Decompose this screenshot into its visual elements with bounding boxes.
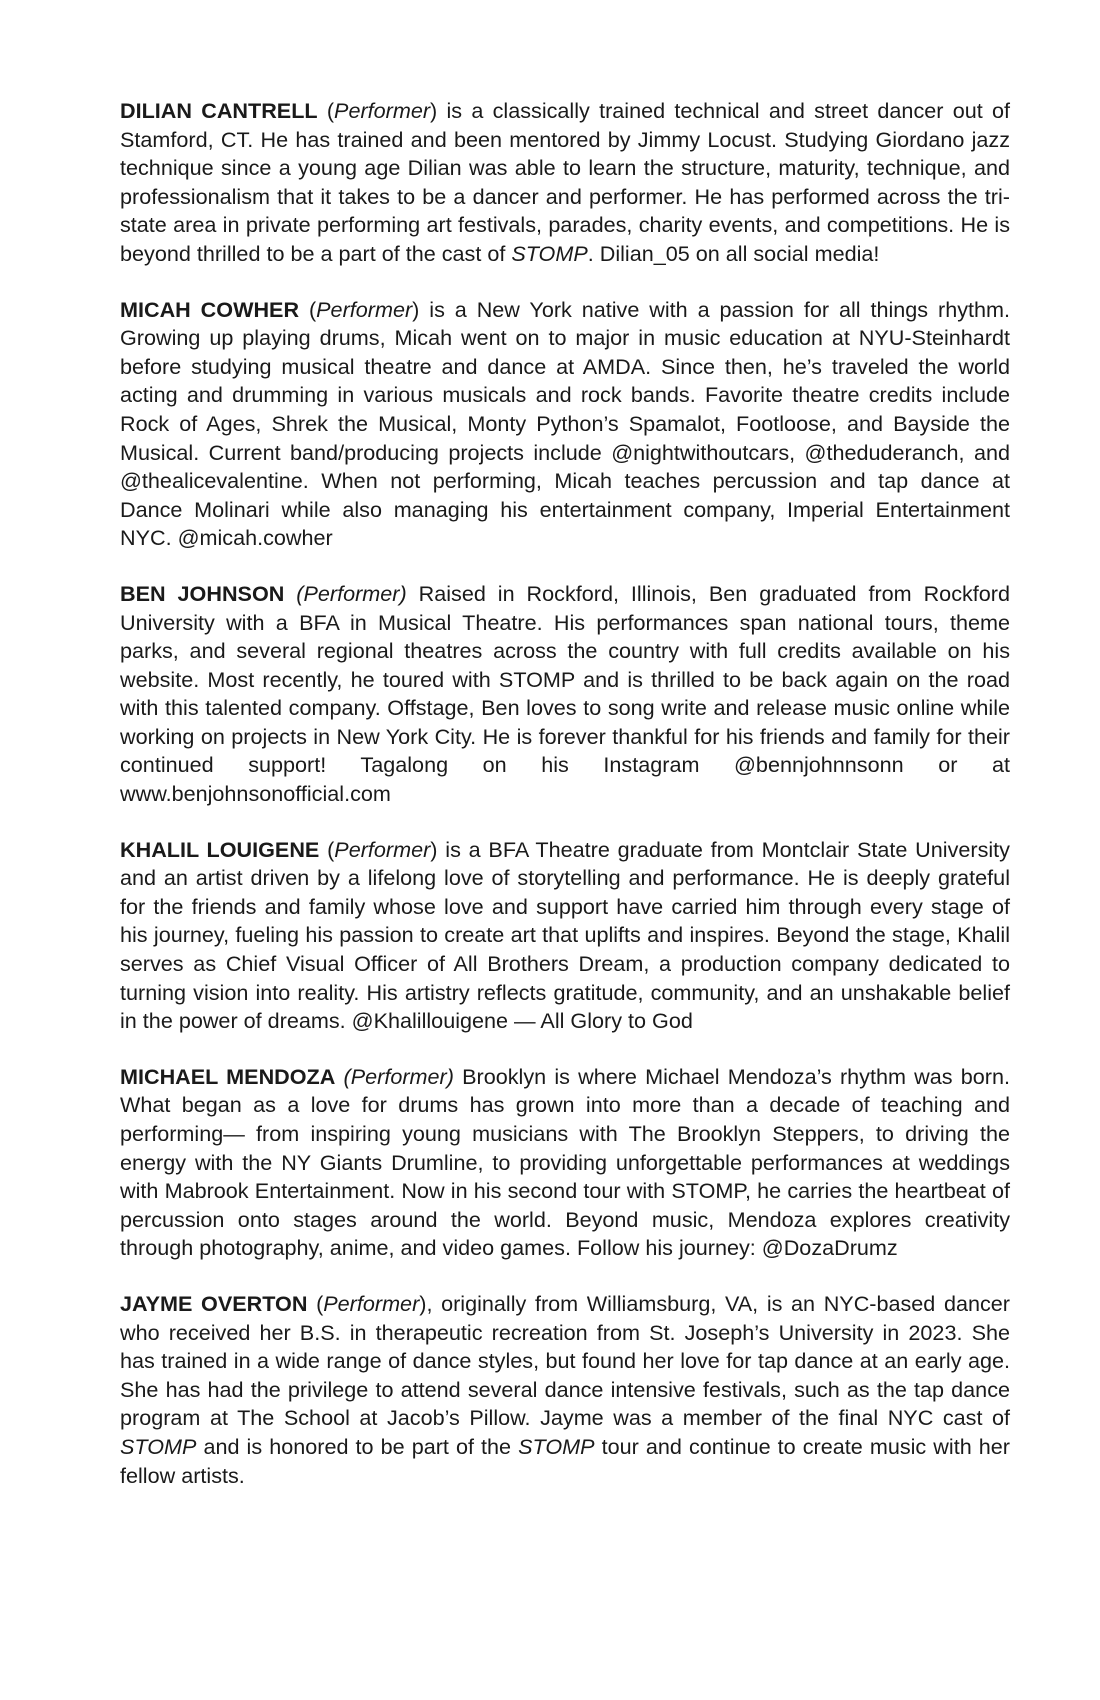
bio-text: , originally from Williamsburg, VA, is an NYC-based dancer who received her B.S. in therapeutic recreation from St. Joseph’s University in 2023. She has trained in a wide range of dance styles, but found her love for tap dance at an early age. She has had the privilege to attend several dance intensive festivals, such as the tap dance program at The School at Jacob’s Pillow. Jayme was a member of the final NYC cast of <box>120 1290 1010 1431</box>
performer-name: BEN JOHNSON <box>120 580 285 606</box>
bio-text: tour and continue to create music with her fellow artists. <box>120 1433 1010 1488</box>
performer-role: Performer <box>316 296 413 322</box>
bio-dilian-cantrell <box>120 97 1010 269</box>
bio-text: is a BFA Theatre graduate from Montclair State University and an artist driven by a lifelong love of storytelling and performance. He is deeply grateful for the friends and family whose love and support have carried him through every stage of his journey, fueling his passion to create art that uplifts and inspires. Beyond the stage, Khalil serves as Chief Visual Officer of All Brothers Dream, a production company dedicated to turning vision into reality. His artistry reflects gratitude, community, and an unshakable belief in the power of dreams. @Khalillouigene — All Glory to God <box>120 836 1010 1034</box>
performer-role: Performer <box>334 836 431 862</box>
role-paren-open: ( <box>317 98 335 123</box>
performer-name: MICAH COWHER <box>120 296 300 322</box>
role-paren-open: ( <box>319 836 335 862</box>
bio-michael-mendoza <box>120 1063 1010 1263</box>
performer-name: KHALIL LOUIGENE <box>120 836 320 862</box>
performer-name: JAYME OVERTON <box>120 1290 308 1316</box>
show-title: STOMP <box>120 1433 197 1459</box>
performer-role: Performer <box>323 1290 420 1316</box>
bio-micah-cowher <box>120 296 1010 553</box>
performer-name: MICHAEL MENDOZA <box>120 1063 336 1089</box>
show-title: STOMP <box>511 240 588 266</box>
show-title: STOMP <box>518 1433 595 1459</box>
role-paren-open: ( <box>307 1290 324 1316</box>
bio-text: is a classically trained technical and street dancer out of Stamford, CT. He has trained and been mentored by Jimmy Locust. Studying Giordano jazz technique since a young age Dilian was able to learn the structure, maturity, technique, and professionalism that it takes to be a dancer and performer. He has performed across the tri-state area in private performing art festivals, parades, charity events, and competitions. He is beyond thrilled to be a part of the cast of <box>120 98 1010 266</box>
role-paren-close: ) <box>430 98 438 123</box>
role-paren-close: ) <box>430 836 438 862</box>
bio-khalil-louigene <box>120 836 1010 1036</box>
bio-ben-johnson <box>120 580 1010 809</box>
performer-role: (Performer) <box>284 580 407 606</box>
performer-name: DILIAN CANTRELL <box>120 98 318 123</box>
bio-text: and is honored to be part of the <box>196 1433 519 1459</box>
performer-role: (Performer) <box>335 1063 454 1089</box>
role-paren-open: ( <box>299 296 317 322</box>
bio-text: Raised in Rockford, Illinois, Ben graduated from Rockford University with a BFA in Musical Theatre. His performances span national tours, theme parks, and several regional theatres across the country with full credits available on his website. Most recently, he toured with STOMP and is thrilled to be back again on the road with this talented company. Offstage, Ben loves to song write and release music online while working on projects in New York City. He is forever thankful for his friends and family for their continued support! Tagalong on his Instagram @bennjohnnsonn or at www.benjohnsonofficial.com <box>120 580 1010 807</box>
bio-text: is a New York native with a passion for all things rhythm. Growing up playing drums, Micah went on to major in music education at NYU-Steinhardt before studying musical theatre and dance at AMDA. Since then, he’s traveled the world acting and drumming in various musicals and rock bands. Favorite theatre credits include Rock of Ages, Shrek the Musical, Monty Python’s Spamalot, Footloose, and Bayside the Musical. Current band/producing projects include @nightwithoutcars, @theduderanch, and @thealicevalentine. When not performing, Micah teaches percussion and tap dance at Dance Molinari while also managing his entertainment company, Imperial Entertainment NYC. @micah.cowher <box>120 296 1010 551</box>
role-paren-close: ) <box>412 296 420 322</box>
performer-role: Performer <box>334 98 431 123</box>
bio-jayme-overton <box>120 1290 1010 1490</box>
bio-text: Brooklyn is where Michael Mendoza’s rhythm was born. What began as a love for drums has grown into more than a decade of teaching and performing— from inspiring young musicians with The Brooklyn Steppers, to driving the energy with the NY Giants Drumline, to providing unforgettable performances at weddings with Mabrook Entertainment. Now in his second tour with STOMP, he carries the heartbeat of percussion onto stages around the world. Beyond music, Mendoza explores creativity through photography, anime, and video games. Follow his journey: @DozaDrumz <box>120 1063 1010 1261</box>
bio-text: . Dilian_05 on all social media! <box>587 240 880 266</box>
role-paren-close: ) <box>419 1290 427 1316</box>
bio-page <box>120 97 1010 1517</box>
